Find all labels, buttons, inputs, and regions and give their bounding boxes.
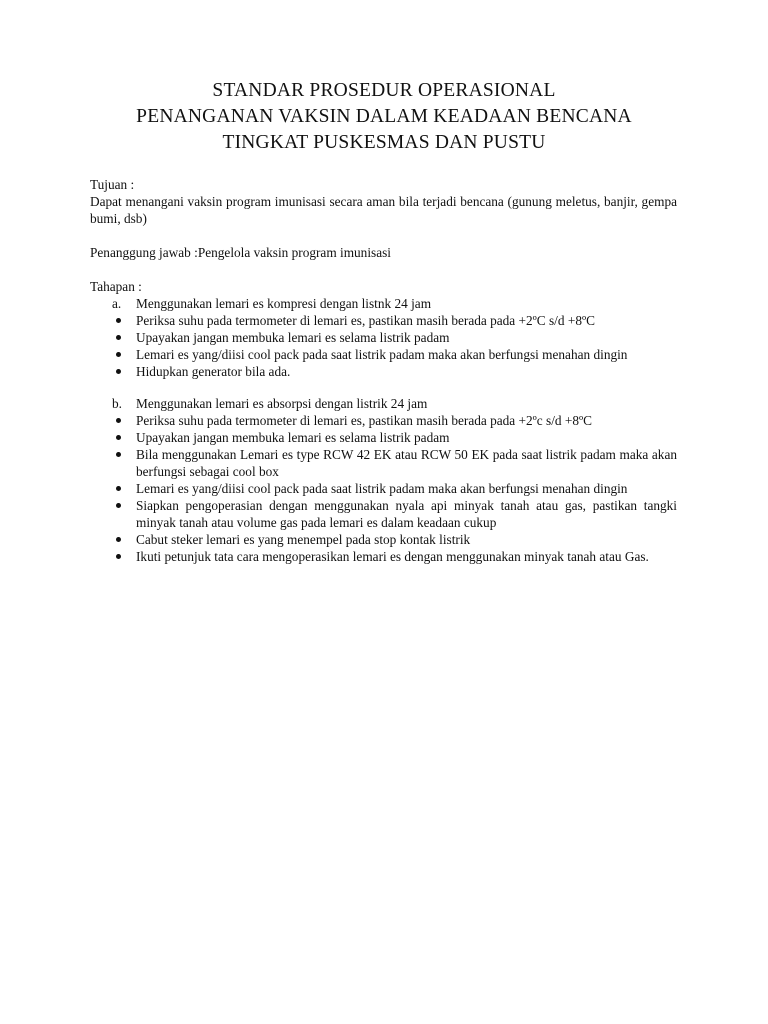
bullet-icon <box>116 418 121 423</box>
bullet-icon <box>116 503 121 508</box>
list-item <box>90 346 677 363</box>
list-item <box>90 312 677 329</box>
section-b-heading <box>90 395 677 412</box>
list-item-text: Periksa suhu pada termometer di lemari es, pastikan masih berada pada +2ºC s/d +8ºC <box>136 313 595 328</box>
list-item <box>90 548 677 565</box>
tujuan-label: Tujuan : <box>90 177 135 192</box>
list-item-text: Lemari es yang/diisi cool pack pada saat listrik padam maka akan berfungsi menahan dingin <box>136 481 628 496</box>
list-item <box>90 497 677 531</box>
tujuan-text: Dapat menangani vaksin program imunisasi secara aman bila terjadi bencana (gunung meletus, banjir, gempa bumi, dsb) <box>90 194 677 226</box>
list-item <box>90 446 677 480</box>
tahapan-label: Tahapan : <box>90 279 142 294</box>
penanggung-jawab: Penanggung jawab :Pengelola vaksin program imunisasi <box>90 245 391 260</box>
section-a-heading <box>90 295 677 312</box>
list-item-text: Bila menggunakan Lemari es type RCW 42 EK atau RCW 50 EK pada saat listrik padam maka akan berfungsi sebagai cool box <box>136 447 677 479</box>
bullet-icon <box>116 318 121 323</box>
list-item-text: Upayakan jangan membuka lemari es selama listrik padam <box>136 330 450 345</box>
list-item-text: Periksa suhu pada termometer di lemari es, pastikan masih berada pada +2ºc s/d +8ºC <box>136 413 593 428</box>
section-a-marker: a. <box>112 296 122 311</box>
bullet-icon <box>116 369 121 374</box>
section-b-list <box>90 395 677 565</box>
section-a-list <box>90 295 677 380</box>
document-title <box>60 78 708 156</box>
list-item-text: Upayakan jangan membuka lemari es selama listrik padam <box>136 430 450 445</box>
document-body <box>90 176 677 565</box>
list-item <box>90 412 677 429</box>
bullet-icon <box>116 554 121 559</box>
list-item-text: Ikuti petunjuk tata cara mengoperasikan lemari es dengan menggunakan minyak tanah atau Gas. <box>136 549 649 564</box>
list-item-text: Cabut steker lemari es yang menempel pada stop kontak listrik <box>136 532 471 547</box>
section-a-heading-text: Menggunakan lemari es kompresi dengan listnk 24 jam <box>136 296 432 311</box>
bullet-icon <box>116 537 121 542</box>
bullet-icon <box>116 335 121 340</box>
list-item <box>90 429 677 446</box>
section-b-marker: b. <box>112 396 122 411</box>
list-item <box>90 480 677 497</box>
title-line-1: STANDAR PROSEDUR OPERASIONAL <box>212 80 556 101</box>
list-item <box>90 363 677 380</box>
bullet-icon <box>116 452 121 457</box>
title-line-3: TINGKAT PUSKESMAS DAN PUSTU <box>222 132 546 153</box>
bullet-icon <box>116 352 121 357</box>
bullet-icon <box>116 435 121 440</box>
list-item-text: Siapkan pengoperasian dengan menggunakan nyala api minyak tanah atau gas, pastikan tangki minyak tanah atau volume gas pada lemari es dalam keadaan cukup <box>136 498 677 530</box>
list-item <box>90 329 677 346</box>
list-item-text: Lemari es yang/diisi cool pack pada saat listrik padam maka akan berfungsi menahan dingin <box>136 347 628 362</box>
section-b-heading-text: Menggunakan lemari es absorpsi dengan listrik 24 jam <box>136 396 428 411</box>
bullet-icon <box>116 486 121 491</box>
list-item <box>90 531 677 548</box>
title-line-2: PENANGANAN VAKSIN DALAM KEADAAN BENCANA <box>136 106 632 127</box>
list-item-text: Hidupkan generator bila ada. <box>136 364 291 379</box>
